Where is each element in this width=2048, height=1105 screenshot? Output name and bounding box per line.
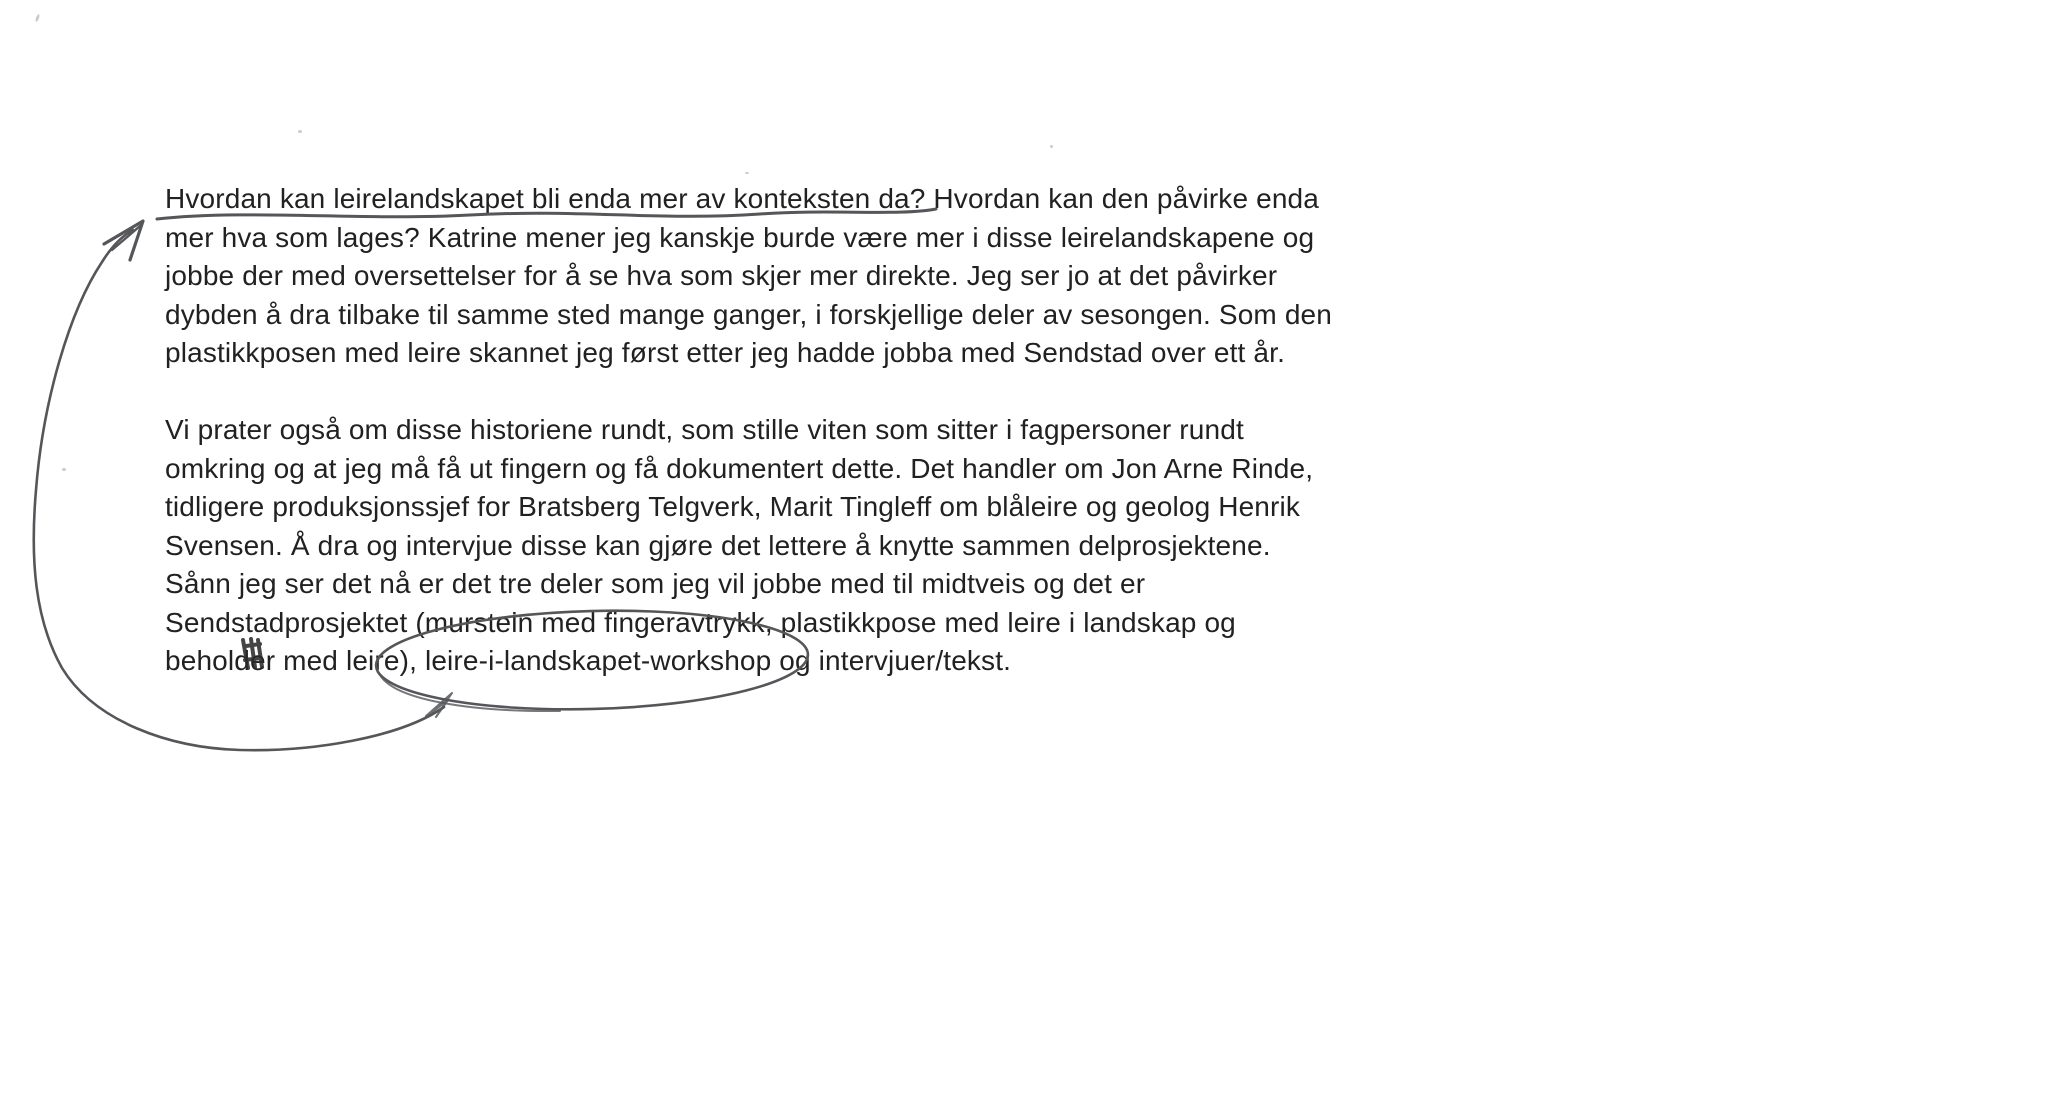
- paragraph2-line: Vi prater også om disse historiene rundt, som stille viten som sitter i fagpersoner rundt: [165, 414, 1244, 445]
- paragraph1-line: jobbe der med oversettelser for å se hva som skjer mer direkte. Jeg ser jo at det påvirker: [165, 260, 1278, 291]
- paragraph-gap: [165, 373, 1425, 412]
- paragraph2-line: tidligere produksjonssjef for Bratsberg Telgverk, Marit Tingleff om blåleire og geolog Henrik: [165, 491, 1301, 522]
- scan-speck: [1050, 145, 1053, 148]
- paragraph2-line: Sånn jeg ser det nå er det tre deler som jeg vil jobbe med til midtveis og det er: [165, 568, 1146, 599]
- scan-speck: [745, 172, 749, 174]
- paragraph1-line: Hvordan kan leirelandskapet bli enda mer av konteksten da? Hvordan kan den påvirke enda: [165, 183, 1319, 214]
- scan-speck: [62, 468, 66, 471]
- paragraph1-line: plastikkposen med leire skannet jeg først etter jeg hadde jobba med Sendstad over ett år.: [165, 337, 1285, 368]
- arrowhead-top-icon: [112, 226, 140, 250]
- scan-speck: [298, 130, 302, 133]
- arrowhead-top-icon: [104, 221, 143, 260]
- paragraph2-line: omkring og at jeg må få ut fingern og få dokumentert dette. Det handler om Jon Arne Rinde,: [165, 452, 1314, 484]
- paragraph1-line: dybden å dra tilbake til samme sted mange ganger, i forskjellige deler av sesongen. Som den: [165, 298, 1332, 330]
- paragraph2-line: Sendstadprosjektet (murstein med fingeravtrykk, plastikkpose med leire i landskap og: [165, 606, 1236, 638]
- document-text: [165, 180, 1425, 681]
- scan-speck: [35, 14, 41, 23]
- paragraph1-line: mer hva som lages? Katrine mener jeg kanskje burde være mer i disse leirelandskapene og: [165, 221, 1315, 253]
- paragraph2-line: Svensen. Å dra og intervjue disse kan gjøre det lettere å knytte sammen delprosjektene.: [165, 529, 1271, 561]
- paragraph2-line: beholder med leire), leire-i-landskapet-workshop og intervjuer/tekst.: [165, 645, 1012, 676]
- arrowhead-bottom-icon: [426, 693, 452, 717]
